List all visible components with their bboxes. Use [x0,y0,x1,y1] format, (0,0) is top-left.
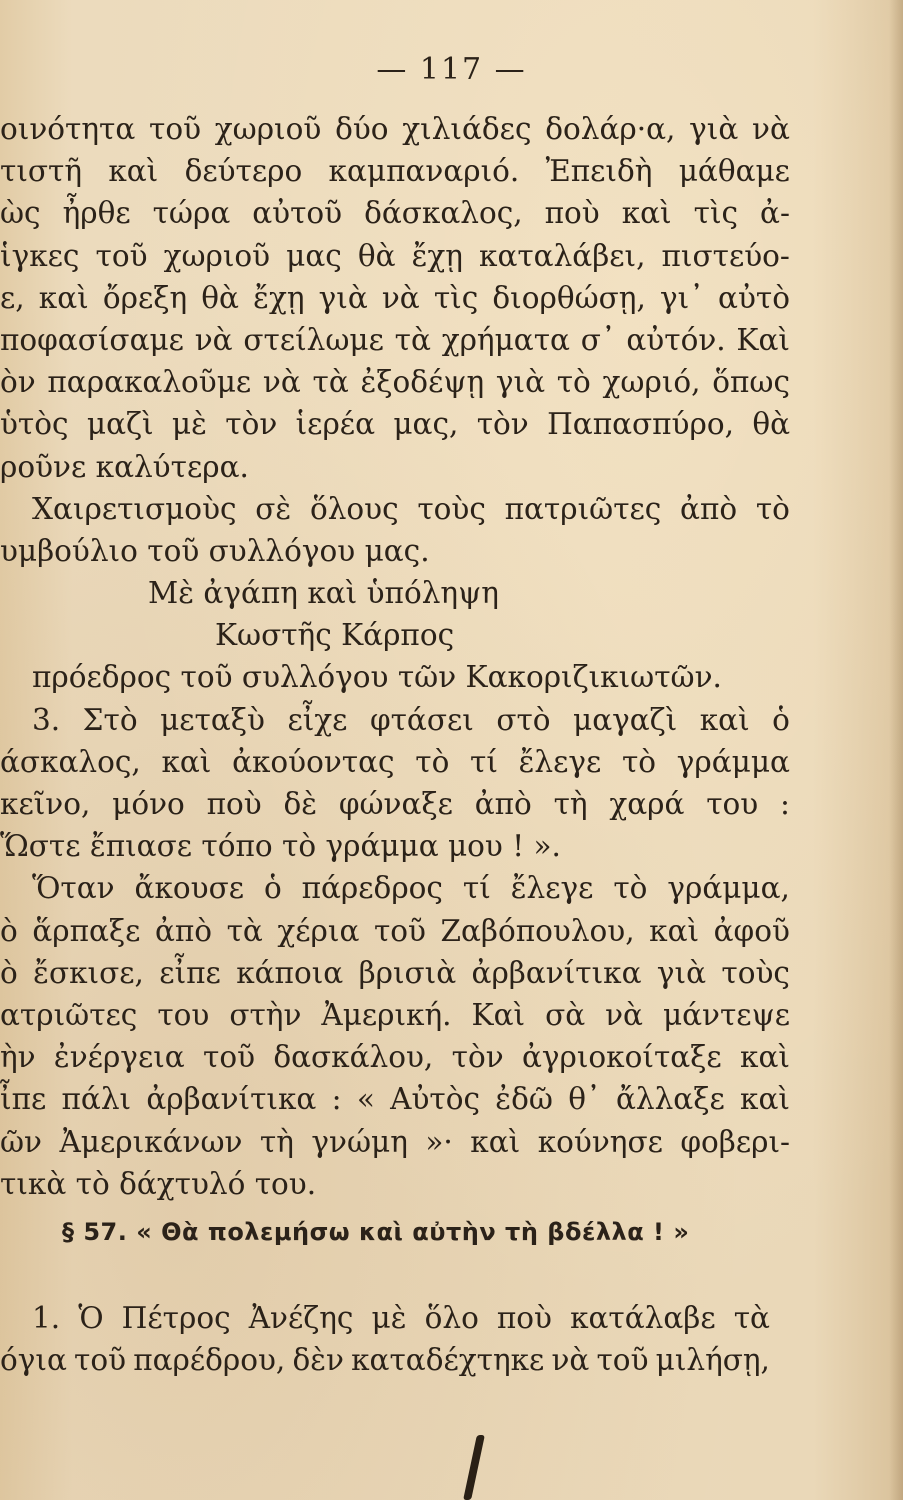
text-line [0,361,790,403]
word: γι᾽ [659,280,704,315]
text-line [0,1078,790,1120]
word: τὰ [312,365,349,400]
word: ὅπως [712,365,790,400]
word: χιλιάδες [402,112,532,146]
word: Ἀμερικάνων [59,1124,243,1159]
text-line [0,867,790,909]
word: : [331,1082,342,1117]
text-line [0,1296,770,1338]
text-line [0,192,790,234]
text-line [0,277,790,319]
word: ἀ- [760,196,790,231]
word: ἀπὸ [680,491,738,526]
page-number: — 117 — [376,52,527,87]
word: τὸ [621,744,657,779]
text-line-content: Ὥστε ἔπιασε τόπο τὸ γράμμα μου ! ». [0,829,561,864]
word: τὰ [733,1301,770,1335]
word: τοὺς [417,491,486,526]
word: μὲ [171,407,207,442]
word: 1. [32,1301,61,1335]
text-line-content [32,867,790,909]
word: θὰ [201,280,239,315]
text-line-content [0,783,790,825]
word: μόνο [112,787,185,821]
text-line-content [0,910,790,952]
word: μαζὶ [86,407,154,442]
word: τί [470,744,498,779]
word: μιλήσῃ, [655,1343,770,1378]
word: Καὶ [736,322,790,357]
word: ὸ [0,913,18,948]
word: μάθαμε [678,154,790,189]
text-line-content [0,1078,790,1120]
text-line-content [32,699,790,741]
word: καὶ [108,154,159,189]
word: ποὺ [206,787,262,821]
word: Παπασπύρο, [547,407,734,442]
word: Ἀμερική. [321,997,452,1032]
text-line-content [0,361,790,403]
word: τὴ [553,787,588,821]
word: ἐξοδέψῃ [360,365,485,400]
word: κεῖνο, [0,787,91,821]
word: τὸν [476,407,529,442]
word: ὅλους [309,491,399,526]
word: τοῦ [203,1040,256,1075]
word: γνώμη [311,1124,408,1159]
word: γιὰ [318,280,368,315]
word: χέρια [277,913,360,948]
text-line-content [0,235,790,277]
word: ἔλεγε [518,744,602,779]
word: ἱγκες [0,238,80,273]
text-line [0,1121,790,1163]
text-line [0,150,790,192]
word: ὁ [263,871,282,906]
text-line [0,699,790,741]
word: νὰ [194,322,233,357]
word: τοῦ [95,238,148,273]
word: ἄλλαξε [615,1082,725,1117]
word: εἶχε [287,702,348,737]
word: τὸν [225,407,278,442]
word: καὶ [621,196,672,231]
word: Ἀνέζης [248,1301,354,1335]
word: καταλάβει, [479,238,646,273]
text-line-content: ροῦνε καλύτερα. [0,449,249,484]
word: Στὸ [82,702,138,737]
word: ῶν [0,1124,42,1159]
word: κατάλαβε [570,1301,716,1335]
word: τὸ [556,365,591,400]
word: αὐτὸ [718,280,790,315]
word: γιὰ [689,112,739,146]
word: ε, [0,280,25,315]
text-line [0,235,790,277]
word: παρέδρου, [133,1343,286,1378]
word: ἔχῃ [411,238,463,273]
word: χωριοῦ [163,238,271,273]
word: φοβερι- [680,1124,790,1159]
word: καὶ [38,280,89,315]
word: σὲ [255,491,292,526]
word: μας, [393,407,459,442]
word: : [779,787,790,821]
word: χρήματα [441,322,570,357]
text-line-content [32,488,790,530]
text-line [0,1338,770,1380]
text-line-content [32,1296,770,1338]
text-line [0,741,790,783]
word: ὅλο [424,1301,479,1335]
word: γράμμα [676,744,790,779]
letter-closing [0,572,790,614]
word: μάντεψε [662,997,790,1032]
word: ὼς [0,196,41,231]
word: διορθώσῃ, [492,280,646,315]
word: ἀγριοκοίταξε [521,1040,722,1075]
text-line [0,488,790,530]
word: ὑτὸς [0,407,69,442]
signature-title [0,656,790,698]
word: χωριό, [602,365,701,400]
word: τοὺς [721,955,790,990]
text-line-content [0,150,790,192]
word: νὰ [381,280,420,315]
word: τί [462,871,491,906]
word: ἔχῃ [253,280,305,315]
text-line [0,825,790,867]
word: ατριῶτες [0,997,138,1032]
word: εἶπε [159,955,221,990]
word: ἶπε [0,1082,47,1117]
word: τὸ [613,871,648,906]
word: του [706,787,759,821]
text-line-content: τικὰ τὸ δάχτυλό του. [0,1166,317,1201]
word: βρισιὰ [358,955,457,990]
word: πάλι [61,1082,132,1117]
word: ἦρθε [62,196,131,231]
word: τὸν [451,1040,504,1075]
letter-signature [0,614,790,656]
word: καὶ [740,1082,790,1117]
word: φτάσει [369,702,474,737]
section-body-text [0,1296,770,1380]
word: σ᾽ [580,322,616,357]
word: σὰ [545,997,586,1032]
word: ἐνέργεια [53,1040,185,1075]
word: τοῦ [149,112,202,146]
word: καταδέχτηκε [351,1343,545,1378]
word: ἐδῶ [495,1082,553,1117]
text-line-content: Μὲ ἀγάπη καὶ ὑπόληψη [148,576,499,611]
text-line [0,530,790,572]
word: καμπαναριό. [328,154,520,189]
word: ὄρεξη [102,280,188,315]
word: δεύτερο [184,154,303,189]
word: τοῦ [373,913,426,948]
word: θὰ [357,238,396,273]
word: Καὶ [471,997,526,1032]
word: τὶς [433,280,479,315]
word: τὰ [394,322,431,357]
word: δάσκαλος, [364,196,523,231]
text-line-content: υμβούλιο τοῦ συλλόγου μας. [0,533,430,568]
text-line [0,108,790,150]
word: τιστῆ [0,154,83,189]
text-line-content [0,277,790,319]
word: δύο [335,112,389,146]
text-line-content [0,1121,790,1163]
word: χωριοῦ [214,112,322,146]
word: Ὅταν [32,871,115,906]
word: ἀρβανίτικα [471,955,642,990]
text-line [0,319,790,361]
text-line-content [0,741,790,783]
text-line [0,1163,790,1205]
word: τοῦ [596,1343,649,1378]
word: Αὐτὸς [390,1082,481,1117]
text-line-content [0,403,790,445]
word: στὴν [229,997,302,1032]
word: μαγαζὶ [573,702,678,737]
word: Χαιρετισμοὺς [32,491,237,526]
text-line-content [0,1036,790,1078]
word: ἀρβανίτικα [146,1082,317,1117]
word: θ᾽ [568,1082,601,1117]
word: πιστεύο- [661,238,790,273]
body-text [0,108,790,1205]
word: ἀφοῦ [713,913,790,948]
word: τὸ [415,744,450,779]
word: ὸν [0,365,36,400]
word: ἀπὸ [474,787,532,821]
word: δολάρ·α, [545,112,676,146]
section-heading: § 57. « Θὰ πολεμήσω καὶ αὐτὴν τὴ βδέλλα ! » [62,1218,690,1246]
word: γιὰ [495,365,546,400]
word: Πέτρος [121,1301,231,1335]
word: όγια [0,1343,67,1378]
text-line-content [0,1338,770,1380]
word: ὸ [0,955,18,990]
word: « [356,1082,375,1117]
text-line [0,783,790,825]
text-line [0,952,790,994]
word: τὶς [693,196,739,231]
word: ἔλεγε [510,871,594,906]
word: μας [286,238,342,273]
text-line-content: Κωστῆς Κάρπος [215,618,455,653]
word: νὰ [551,1343,590,1378]
word: καὶ [649,913,700,948]
word: ἀπὸ [154,913,213,948]
text-line-content [0,994,790,1036]
word: πατριῶτες [504,491,662,526]
word: Ζαβόπουλου, [440,913,635,948]
word: ἄκουσε [134,871,245,906]
word: ποφασίσαμε [0,322,184,357]
word: τὰ [226,913,263,948]
text-line [0,446,790,488]
word: μεταξὺ [160,702,265,737]
word: ποὺ [544,196,600,231]
word: καὶ [699,702,750,737]
word: 3. [32,702,61,737]
word: τοῦ [74,1343,127,1378]
word: δὲν [292,1343,344,1378]
word: »· [425,1124,453,1159]
text-line [0,403,790,445]
word: καὶ [740,1040,790,1075]
word: Ἐπειδὴ [545,154,653,189]
word: άσκαλος, [0,744,141,779]
text-line-content: πρόεδρος τοῦ συλλόγου τῶν Κακοριζικιωτῶν. [32,660,722,695]
word: γράμμα, [667,871,790,906]
text-line [0,994,790,1036]
text-line-content [0,108,790,150]
word: νὰ [752,112,790,146]
word: τὸ [755,491,790,526]
word: κούνησε [537,1124,663,1159]
word: στὸ [496,702,551,737]
word: Ὁ [78,1301,104,1335]
word: παρακαλοῦμε [47,365,252,400]
word: ἅρπαξε [32,913,141,948]
word: νὰ [262,365,301,400]
word: του [157,997,210,1032]
text-line [0,910,790,952]
word: ὁ [772,702,790,737]
page-edge-shadow [889,0,903,1500]
word: πάρεδρος [301,871,443,906]
word: αὐτοῦ [252,196,343,231]
text-line-content [0,319,790,361]
word: δασκάλου, [273,1040,434,1075]
word: χαρά [609,787,685,821]
word: ὴν [0,1040,36,1075]
word: γιὰ [656,955,707,990]
word: τὴ [259,1124,294,1159]
word: νὰ [605,997,643,1032]
word: αὐτόν. [626,322,726,357]
word: κάποια [236,955,344,990]
ink-mark [463,1435,485,1500]
word: ἔσκισε, [33,955,144,990]
word: στείλωμε [243,322,384,357]
text-line-content [0,952,790,994]
text-line [0,1036,790,1078]
word: τώρα [152,196,231,231]
word: ἀκούοντας [232,744,395,779]
word: καὶ [161,744,212,779]
word: ἱερέα [295,407,376,442]
word: καὶ [470,1124,521,1159]
word: οινότητα [0,112,136,146]
word: μὲ [371,1301,407,1335]
word: θὰ [752,407,790,442]
word: ποὺ [496,1301,552,1335]
text-line-content [0,192,790,234]
word: δὲ [283,787,318,821]
word: φώναξε [338,787,453,821]
